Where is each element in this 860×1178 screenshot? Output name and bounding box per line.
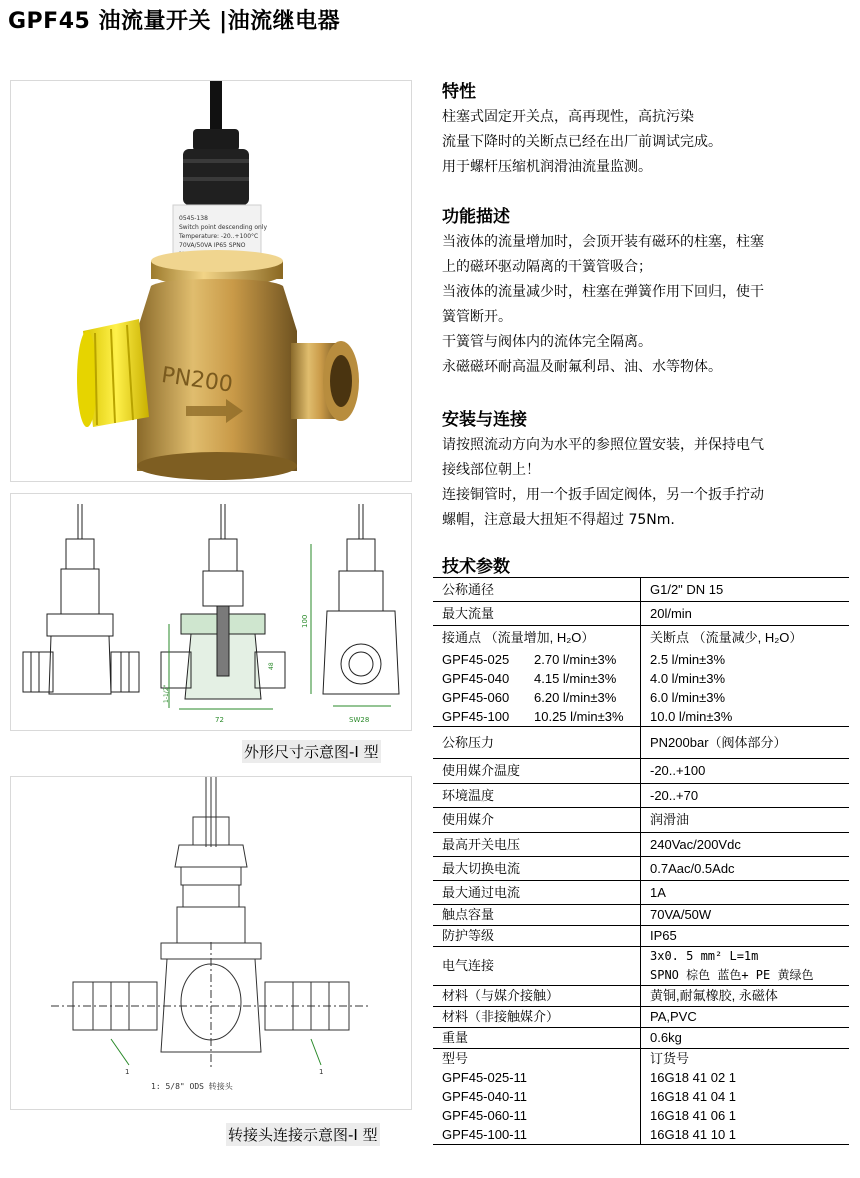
table-row <box>433 807 849 832</box>
off-value: 2.5 l/min±3% <box>650 651 726 667</box>
dim-48: 48 <box>268 662 275 670</box>
order-code: 16G18 41 06 1 <box>650 1107 737 1123</box>
table-row <box>433 650 849 669</box>
elec-line-2: SPNO 棕色 蓝色+ PE 黄绿色 <box>650 967 814 982</box>
spec-value: 0.7Aac/0.5Adc <box>641 856 850 880</box>
spec-label: 公称通径 <box>433 578 641 602</box>
function-line: 当液体的流量减少时，柱塞在弹簧作用下回归，使干 <box>442 284 764 300</box>
install-line: 请按照流动方向为水平的参照位置安装，并保持电气 <box>442 437 764 453</box>
order-model: GPF45-060-11 <box>433 1106 641 1125</box>
spec-label: 使用媒介温度 <box>433 758 641 783</box>
off-value: 6.0 l/min±3% <box>650 689 726 705</box>
spec-value: PN200bar（阀体部分） <box>641 726 850 758</box>
spec-label: 材料（与媒介接触） <box>433 985 641 1006</box>
function-line: 永磁磁环耐高温及耐氟利昂、油、水等物体。 <box>442 359 722 375</box>
photo-label-4: 70VA/50VA IP65 SPNO <box>179 242 246 249</box>
table-row <box>433 726 849 758</box>
table-row <box>433 832 849 856</box>
spec-label: 材料（非接触媒介） <box>433 1006 641 1027</box>
features-line: 流量下降时的关断点已经在出厂前调试完成。 <box>442 134 722 150</box>
spec-label: 最大流量 <box>433 602 641 626</box>
install-heading: 安装与连接 <box>442 410 527 430</box>
table-row <box>433 1106 849 1125</box>
model-name: GPF45-040 <box>442 670 510 686</box>
spec-value: 润滑油 <box>641 807 850 832</box>
table-row <box>433 1125 849 1145</box>
off-value: 10.0 l/min±3% <box>641 707 850 727</box>
function-line: 当液体的流量增加时，会顶开装有磁环的柱塞，柱塞 <box>442 234 764 250</box>
table-row <box>433 1006 849 1027</box>
table-row <box>433 1068 849 1087</box>
table-row <box>433 578 849 602</box>
spec-table <box>433 577 849 1145</box>
spec-value: 20l/min <box>641 602 850 626</box>
model-name: GPF45-100 <box>442 708 510 724</box>
spec-label: 最大通过电流 <box>433 880 641 904</box>
elec-line-1: 3x0. 5 mm² L=1m <box>650 948 759 963</box>
order-code: 16G18 41 04 1 <box>650 1088 737 1104</box>
on-value: 6.20 l/min±3% <box>534 689 617 705</box>
spec-value: 70VA/50W <box>641 904 850 925</box>
spec-value: G1/2" DN 15 <box>641 578 850 602</box>
order-model: GPF45-100-11 <box>433 1125 641 1145</box>
spec-value: 240Vac/200Vdc <box>641 832 850 856</box>
order-model: GPF45-040-11 <box>433 1087 641 1106</box>
spec-label: 触点容量 <box>433 904 641 925</box>
function-section <box>442 205 847 380</box>
dim-sw28: SW28 <box>349 716 370 724</box>
table-row <box>433 985 849 1006</box>
function-heading: 功能描述 <box>442 207 510 227</box>
spec-value: -20..+70 <box>641 783 850 807</box>
table-row <box>433 626 849 650</box>
install-section <box>442 408 847 533</box>
dim-100: 100 <box>301 614 309 628</box>
callout-1a: 1 <box>125 1068 130 1076</box>
table-row <box>433 946 849 985</box>
photo-label-1: 0545-138 <box>179 215 208 222</box>
spec-value: PA,PVC <box>641 1006 850 1027</box>
table-row <box>433 688 849 707</box>
install-line: 螺帽，注意最大扭矩不得超过 75Nm. <box>442 512 675 528</box>
drawing2-caption: 转接头连接示意图-I 型 <box>226 1123 380 1146</box>
function-line: 上的磁环驱动隔离的干簧管吸合； <box>442 259 652 275</box>
table-row <box>433 856 849 880</box>
spec-value: 1A <box>641 880 850 904</box>
product-photo <box>10 80 412 482</box>
photo-label-3: Temperature: -20..+100°C <box>179 233 259 240</box>
model-name: GPF45-060 <box>442 689 510 705</box>
off-value: 4.0 l/min±3% <box>650 670 726 686</box>
drawing1-caption: 外形尺寸示意图-I 型 <box>242 740 381 763</box>
on-value: 10.25 l/min±3% <box>534 708 624 724</box>
order-model: GPF45-025-11 <box>433 1068 641 1087</box>
table-row <box>433 925 849 946</box>
features-line: 柱塞式固定开关点，高再现性，高抗污染 <box>442 109 694 125</box>
table-row <box>433 783 849 807</box>
adapter-drawing <box>10 776 412 1110</box>
on-point-header: 接通点 （流量增加, H₂O） <box>433 626 641 650</box>
body-marking: PN200 <box>159 362 235 398</box>
table-row <box>433 1048 849 1068</box>
photo-label-2: Switch point descending only <box>179 224 268 231</box>
spec-value: -20..+100 <box>641 758 850 783</box>
features-section <box>442 80 847 180</box>
table-row <box>433 707 849 727</box>
spec-value: IP65 <box>641 925 850 946</box>
table-row <box>433 602 849 626</box>
function-line: 干簧管与阀体内的流体完全隔离。 <box>442 334 652 350</box>
callout-1b: 1 <box>319 1068 324 1076</box>
spec-label: 防护等级 <box>433 925 641 946</box>
spec-label: 电气连接 <box>433 946 641 985</box>
order-header-code: 订货号 <box>650 1050 690 1066</box>
table-row <box>433 669 849 688</box>
spec-label: 最大切换电流 <box>433 856 641 880</box>
order-code: 16G18 41 02 1 <box>650 1069 737 1085</box>
model-name: GPF45-025 <box>442 651 510 667</box>
specs-heading: 技术参数 <box>442 557 510 577</box>
table-row <box>433 1087 849 1106</box>
adapter-note: 1: 5/8" ODS 转接头 <box>151 1082 233 1091</box>
dim-72: 72 <box>215 716 224 724</box>
dim-thread: 1-1/2" <box>163 684 170 703</box>
install-line: 接线部位朝上！ <box>442 462 540 478</box>
page-title: GPF45 油流量开关 |油流继电器 <box>8 9 341 34</box>
spec-label: 最高开关电压 <box>433 832 641 856</box>
spec-value: 0.6kg <box>641 1027 850 1048</box>
order-code: 16G18 41 10 1 <box>641 1125 850 1145</box>
spec-label: 公称压力 <box>433 726 641 758</box>
features-heading: 特性 <box>442 82 476 102</box>
dimension-drawing <box>10 493 412 731</box>
features-line: 用于螺杆压缩机润滑油流量监测。 <box>442 159 652 175</box>
spec-label: 环境温度 <box>433 783 641 807</box>
table-row <box>433 880 849 904</box>
spec-value: 黄铜,耐氟橡胶, 永磁体 <box>641 985 850 1006</box>
order-header-model: 型号 <box>433 1048 641 1068</box>
table-row <box>433 1027 849 1048</box>
spec-label: 重量 <box>433 1027 641 1048</box>
function-line: 簧管断开。 <box>442 309 512 325</box>
off-point-header: 关断点 （流量减少, H₂O） <box>650 630 803 646</box>
table-row <box>433 904 849 925</box>
on-value: 4.15 l/min±3% <box>534 670 617 686</box>
spec-label: 使用媒介 <box>433 807 641 832</box>
table-row <box>433 758 849 783</box>
on-value: 2.70 l/min±3% <box>534 651 617 667</box>
install-line: 连接铜管时，用一个扳手固定阀体，另一个扳手拧动 <box>442 487 764 503</box>
